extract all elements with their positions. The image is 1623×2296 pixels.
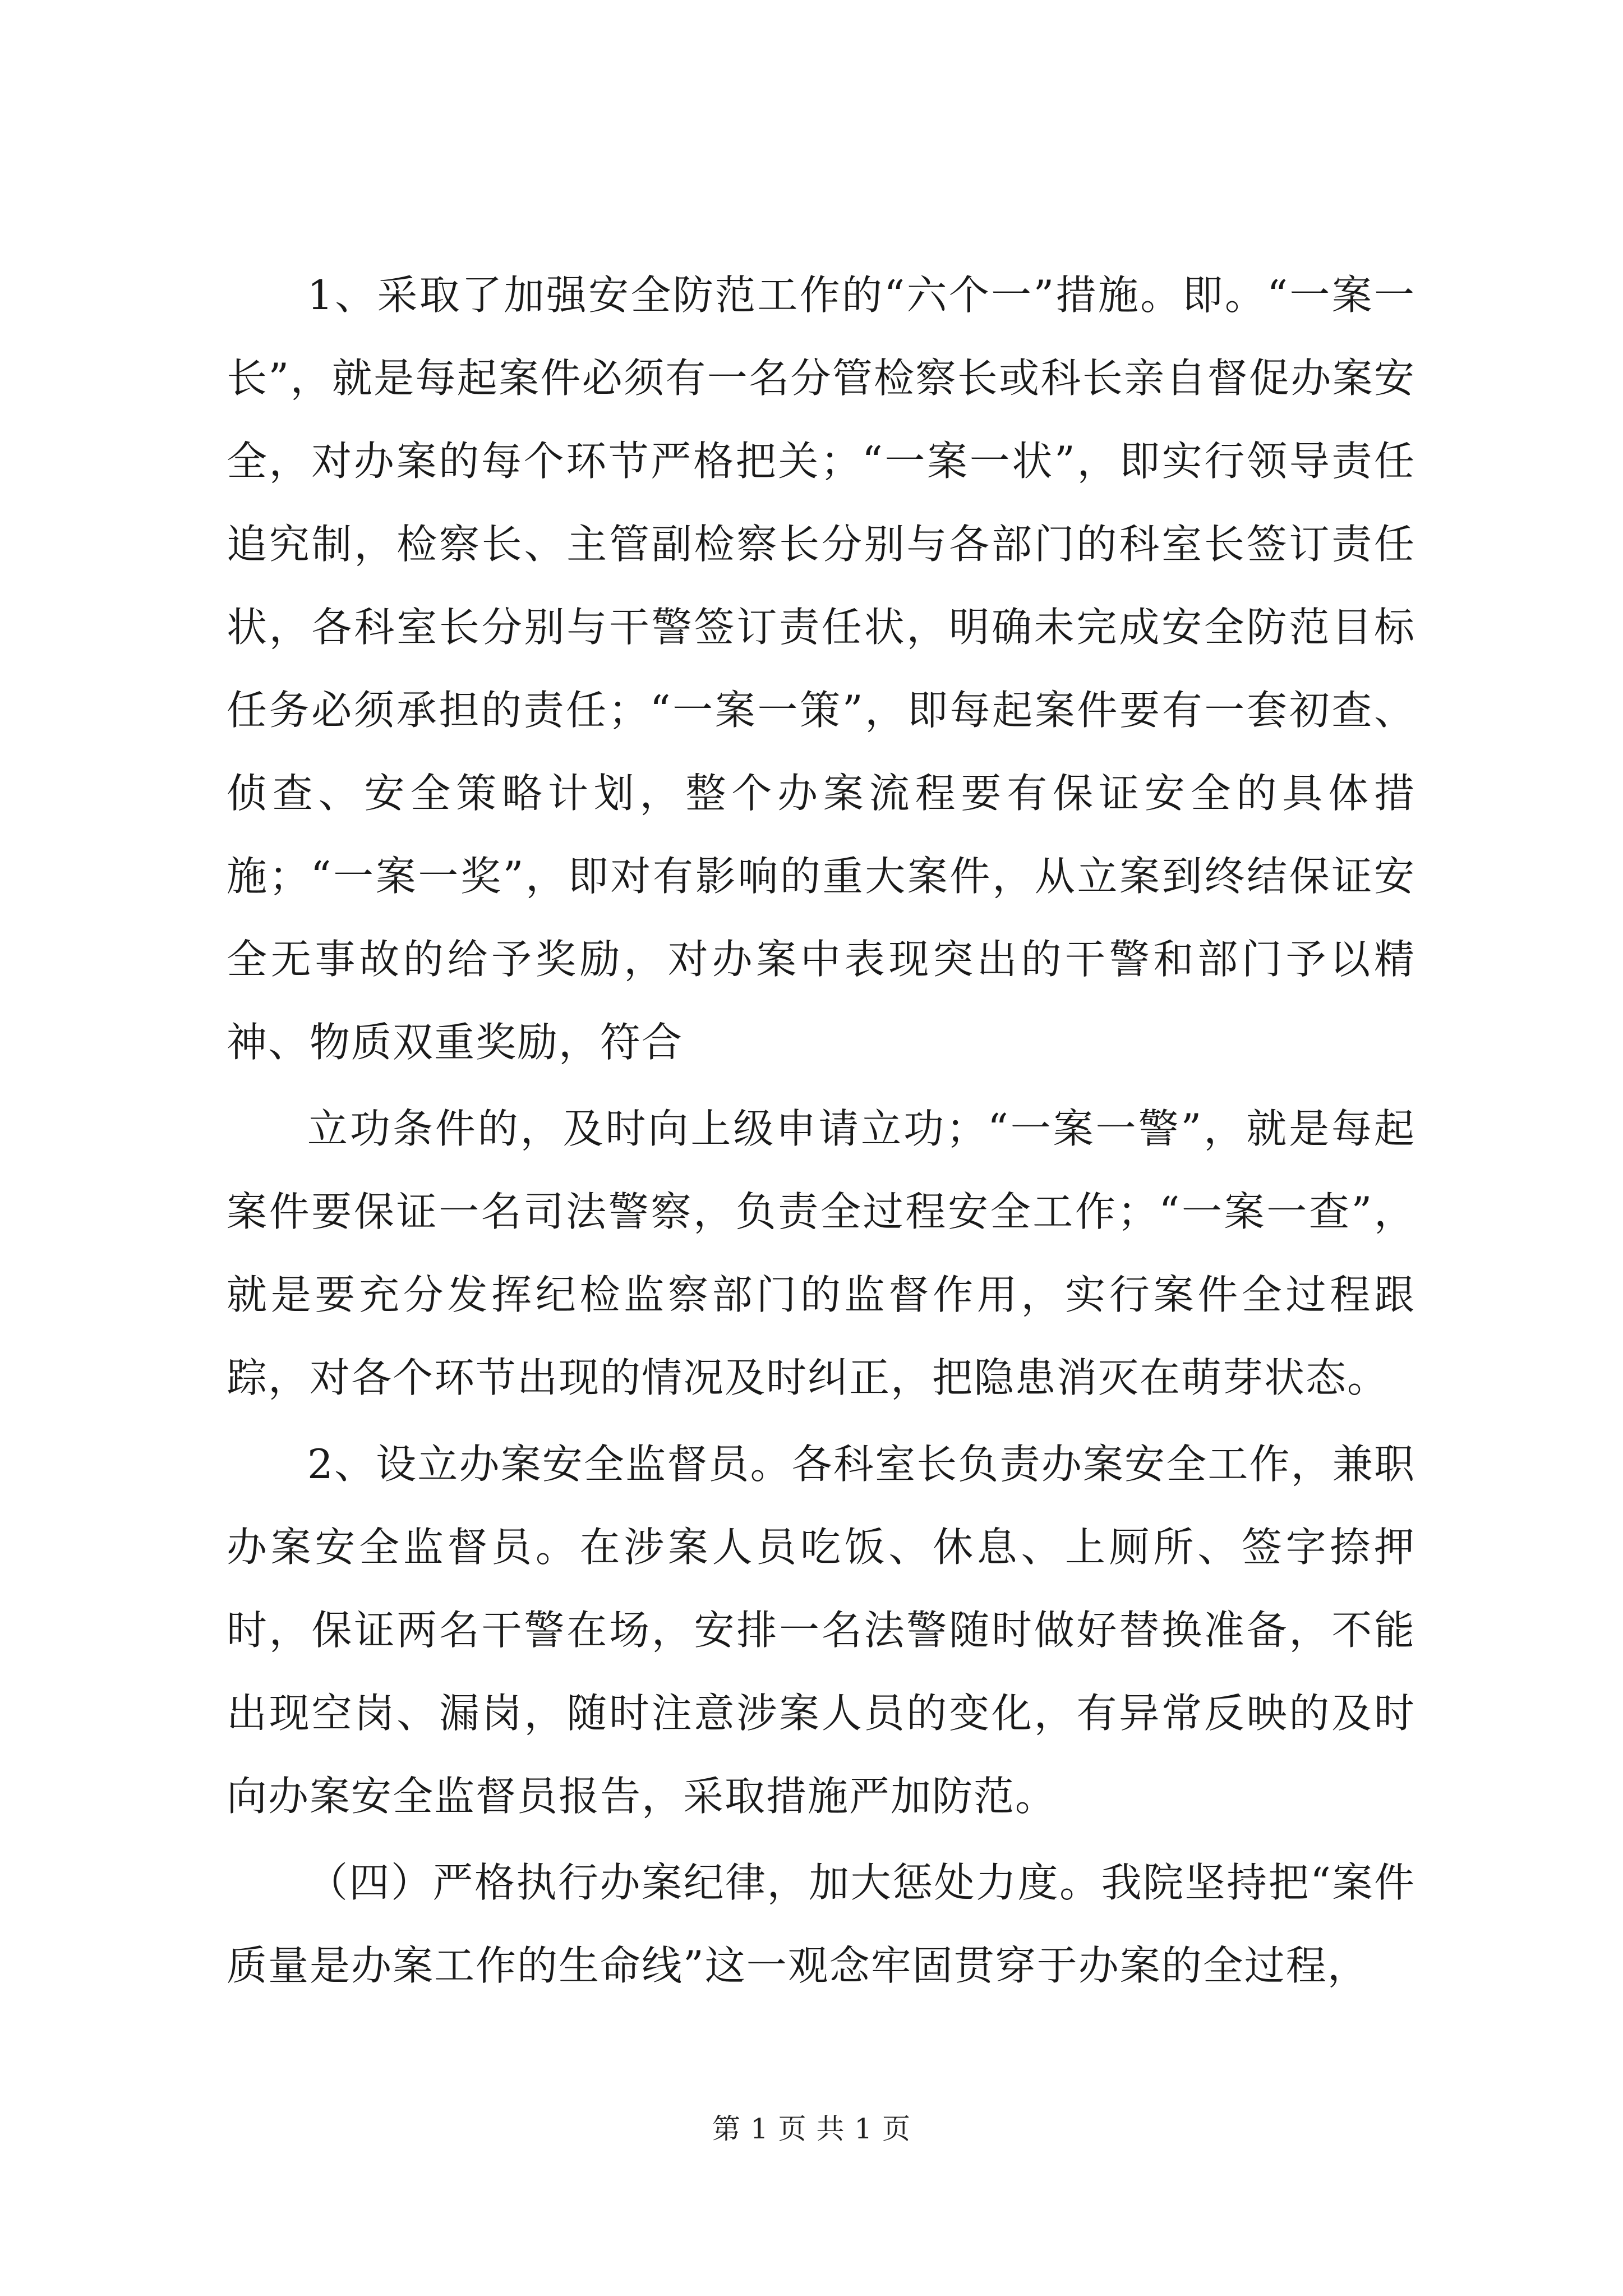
paragraph-4: （四）严格执行办案纪律，加大惩处力度。我院坚持把“案件质量是办案工作的生命线”这一观念牢固贯穿于办案的全过程， bbox=[227, 1859, 1415, 1989]
page-footer: 第 1 页 共 1 页 bbox=[712, 2113, 911, 2145]
paragraph-1: 1、采取了加强安全防范工作的“六个一”措施。即。“一案一长”，就是每起案件必须有一名分管检察长或科长亲自督促办案安全，对办案的每个环节严格把关；“一案一状”，即实行领导责任追究制，检察长、主管副检察长分别与各部门的科室长签订责任状，各科室长分别与干警签订责任状，明确未完成安全防范目标任务必须承担的责任；“一案一策”，即每起案件要有一套初查、侦查、安全策略计划，整个办案流程要有保证安全的具体措施；“一案一奖”，即对有影响的重大案件，从立案到终结保证安全无事故的给予奖励，对办案中表现突出的干警和部门予以精神、物质双重奖励，符合 bbox=[227, 272, 1415, 1066]
document-body bbox=[227, 254, 1415, 2007]
paragraph-2: 立功条件的，及时向上级申请立功；“一案一警”，就是每起案件要保证一名司法警察，负责全过程安全工作；“一案一查”，就是要充分发挥纪检监察部门的监督作用，实行案件全过程跟踪，对各个环节出现的情况及时纠正，把隐患消灭在萌芽状态。 bbox=[227, 1105, 1415, 1401]
paragraph-3: 2、设立办案安全监督员。各科室长负责办案安全工作，兼职办案安全监督员。在涉案人员吃饭、休息、上厕所、签字捺押时，保证两名干警在场，安排一名法警随时做好替换准备，不能出现空岗、漏岗，随时注意涉案人员的变化，有异常反映的及时向办案安全监督员报告，采取措施严加防范。 bbox=[227, 1441, 1415, 1820]
